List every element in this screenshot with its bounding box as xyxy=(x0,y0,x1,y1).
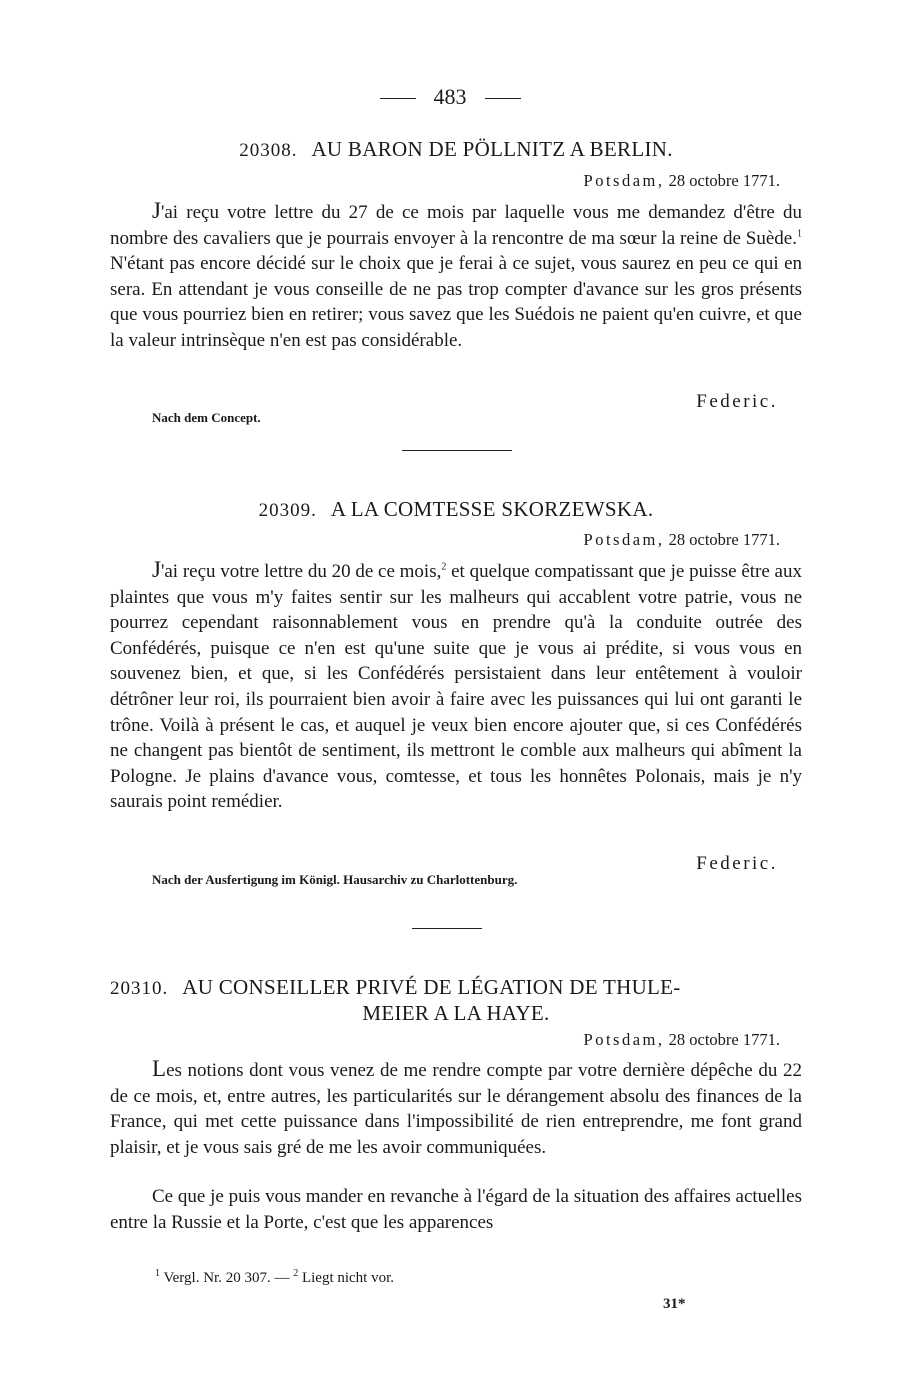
dateline-20309: Potsdam, 28 octobre 1771. xyxy=(583,530,780,549)
page-number-dash-left xyxy=(380,98,416,99)
letter-number: 20310. xyxy=(110,978,169,999)
footnote-ref-1: 1 xyxy=(797,228,802,240)
letter-number: 20308. xyxy=(239,140,298,161)
signature-mark: 31* xyxy=(663,1296,686,1312)
drop-cap: J xyxy=(152,198,161,223)
letter-heading-20310-cont xyxy=(110,1001,802,1026)
letter-heading-20310 xyxy=(110,975,802,1000)
footnote-ref-2: 2 xyxy=(441,561,447,573)
letter-title: AU BARON DE PÖLLNITZ A BERLIN. xyxy=(311,137,673,161)
signature-20309: Federic. xyxy=(696,853,778,874)
source-note-20309: Nach der Ausfertigung im Königl. Hausarchiv zu Charlottenburg. xyxy=(152,872,518,887)
letter-body-20310-p2: Ce que je puis vous mander en revanche à l'égard de la situation des affaires actuelles entre la Russie et la Porte, c'est que les apparences xyxy=(110,1186,802,1233)
signature-20308: Federic. xyxy=(696,391,778,412)
letter-number: 20309. xyxy=(258,500,317,521)
letter-heading-20308 xyxy=(110,137,802,162)
letter-body-20309: J'ai reçu votre lettre du 20 de ce mois,$^2$ et quelque compatissant que je puisse être aux plaintes que vous m'y faites sentir sur les malheurs qui accablent votre patrie, vous ne pourrez cependant raisonnablement vous en prendre qu'à la conduite outrée des Confédérés, puisque ce n'en est qu'une suite que je vous ai prédite, si vous vous en souvenez bien, et que, si les Confédérés persistaient dans leur entêtement à vouloir détrôner leur roi, ils pourraient bien avoir à faire avec les puissances qui lui ont garanti le trône. Voilà à présent le cas, et auquel je veux bien encore ajouter que, si ces Confédérés ne changent pas bientôt de sentiment, ils mettront le comble aux malheurs qui abîment la Pologne. Je plains d'avance vous, comtesse, et tous les honnêtes Polonais, mais je n'y saurais point remédier. xyxy=(110,557,802,813)
letter-title-line-2: MEIER A LA HAYE. xyxy=(362,1001,550,1025)
page-number: 483 xyxy=(0,84,900,110)
dateline-20310: Potsdam, 28 octobre 1771. xyxy=(583,1030,780,1049)
drop-cap: J xyxy=(152,557,161,582)
section-rule xyxy=(412,928,482,929)
letter-body-20310-p1: Les notions dont vous venez de me rendre compte par votre dernière dépêche du 22 de ce mois, et, entre autres, les particularités sur le dérangement absolu des finances de la France, qui met cette puissance dans l'impossibilité de rien entreprendre, me font grand plaisir, et je vous sais gré de me les avoir communiquées. xyxy=(110,1056,802,1158)
footnotes: $^1$ Vergl. Nr. 20 307. — $^2$ Liegt nicht vor. xyxy=(155,1268,395,1286)
letter-title: A LA COMTESSE SKORZEWSKA. xyxy=(330,497,654,521)
page-number-dash-right xyxy=(485,98,521,99)
letter-title-line-1: AU CONSEILLER PRIVÉ DE LÉGATION DE THULE- xyxy=(182,975,681,999)
drop-cap: L xyxy=(152,1056,167,1081)
dateline-20308: Potsdam, 28 octobre 1771. xyxy=(583,171,780,190)
source-note-20308: Nach dem Concept. xyxy=(152,410,261,425)
letter-body-20308: J'ai reçu votre lettre du 27 de ce mois par laquelle vous me demandez d'être du nombre des cavaliers que je pourrais envoyer à la rencontre de ma sœur la reine de Suède.$^1$ N'étant pas encore décidé sur le choix que je ferai à ce sujet, vous saurez en peu ce qui en sera. En attendant je vous conseille de ne pas trop compter d'avance sur les gros présents que vous pourriez bien en retirer; vous savez que les Suédois ne paient qu'en cuivre, et que la valeur intrinsèque n'en est pas considérable. xyxy=(110,198,802,351)
section-rule xyxy=(402,450,512,451)
letter-heading-20309 xyxy=(110,497,802,522)
